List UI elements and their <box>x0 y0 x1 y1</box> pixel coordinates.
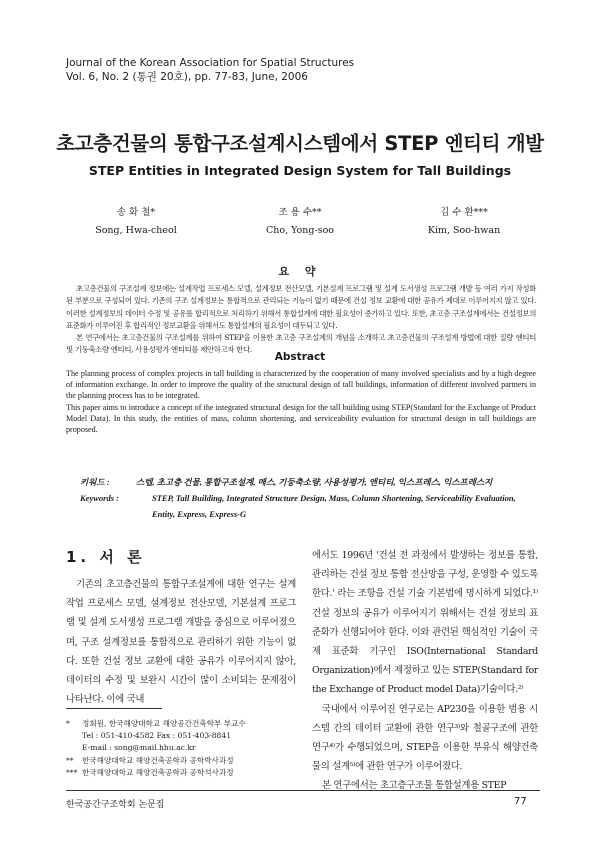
keywords-ko <box>80 474 540 490</box>
body-left-column <box>66 575 296 709</box>
abstract-en-heading: Abstract <box>274 351 326 363</box>
keywords-en <box>80 490 540 522</box>
author-2 <box>230 204 370 240</box>
footnote-2 <box>66 755 302 767</box>
author-2-name-ko: 조 용 수** <box>278 207 322 218</box>
author-1 <box>66 204 206 240</box>
abstract-ko-paragraph: 초고층건물의 구조설계 정보에는 설계작업 프로세스 모델, 설계정보 전산모델, 기본설계 프로그램 및 설계 도서생성 프로그램 개발 등 여러 가지 작성화된 부분으로 구성되어 있다. 기존의 구조 설계정보는 통합적으로 관리되는 기능이 없기 때문에 건설 정보 교환에 대한 공유가 제대로 이루어지지 않고 있다. 이러한 설계정보의 데이터 수정 및 공유를 합리적으로 처리하기 위해서 통합설계에 대한 필요성이 증가하고 있다. 또한, 초고층 구조설계에서는 건설정보의 표준화가 이루어진 후 합리적인 정보교환을 위해서도 통합설계의 필요성이 대두되고 있다. <box>66 284 536 330</box>
abstract-ko <box>66 283 536 357</box>
body-right-column <box>312 546 538 796</box>
author-2-name-en: Cho, Yong-soo <box>265 225 335 236</box>
page-number: 77 <box>514 796 527 807</box>
footnote-line: 한국해양대학교 해양건축공학과 공학박사과정 <box>82 755 234 765</box>
footnote-line: 정회원, 한국해양대학교 해양공간건축학부 부교수 <box>82 719 246 728</box>
abstract-ko-paragraph: 본 연구에서는 초고층건물의 구조설계를 위하여 STEP을 이용한 초고층 구조설계의 개념을 소개하고 초고층건물의 구조설계 방법에 대한 질량 엔티티 및 기둥축소량 엔티티, 사용성평가 엔티티를 제안하고자 한다. <box>66 333 536 355</box>
body-paragraph: 본 연구에서는 초고층구조물 통합설계용 STEP <box>322 780 507 792</box>
paper-title-en: STEP Entities in Integrated Design System for Tall Buildings <box>88 163 512 178</box>
footnote-line: 한국해양대학교 해양건축공학과 공학석사과정 <box>82 767 234 777</box>
footnote-1 <box>66 718 302 755</box>
footnote-line: E-mail : song@mail.hhu.ac.kr <box>82 743 196 753</box>
footnote-line: Tel : 051-410-4582 Fax : 051-403-8841 <box>82 731 232 741</box>
footnote-divider <box>66 708 162 709</box>
footnote-3 <box>66 767 302 779</box>
abstract-en <box>66 368 536 435</box>
keywords-en-text: STEP, Tall Building, Integrated Structure Design, Mass, Column Shortening, Serviceability Evaluation, Entity, Express, Express-G <box>152 493 516 519</box>
footer-journal: 한국공간구조학회 논문집 <box>66 800 165 810</box>
paper-title-ko: 초고층건물의 통합구조설계시스템에서 STEP 엔티티 개발 <box>56 132 544 155</box>
body-paragraph: 기존의 초고층건물의 통합구조설계에 대한 연구는 설계 작업 프로세스 모델, 설계정보 전산모델, 기본설계 프로그램 및 설계 도서생성 프로그램 개발을 중심으로 이루어졌으며, 구조 설계정보를 통합적으로 관리하기 위한 기능이 없다. 또한 건설 정보 교환에 대한 공유가 이루어지지 않아, 데이터의 수정 및 보완시 시간이 많이 소비되는 문제점이 나타난다. 이에 국내 <box>66 579 296 706</box>
body-paragraph: 에서도 1996년 '건설 전 과정에서 발생하는 정보를 통합, 관리하는 건설 정보 통합 전산망을 구성, 운영할 수 있도록 한다.' 라는 조항을 건설 기술 기본법에 명시하게 되었다.¹⁾ 건설 정보의 공유가 이루어지기 위해서는 건설 정보의 표준화가 선행되어야 한다. 이와 관련된 핵심적인 기술이 국제 표준화 기구인 ISO(International Standard Organization)에서 제정하고 있는 STEP(Standard for the Exchange of Product model Data)기술이다.²⁾ <box>312 550 538 696</box>
abstract-ko-heading: 요 약 <box>278 265 322 278</box>
section-1-title: 1. 서 론 <box>66 548 146 566</box>
keywords-ko-label: 키워드 : <box>80 477 110 487</box>
author-3 <box>394 204 534 240</box>
abstract-en-paragraph: The planning process of complex projects in tall building is characterized by the cooperation of many involved specialists and by a high degree of information exchange. In order to improve the quality of the structural design of tall buildings, information of different involved partners in the planning process has to be integrated. <box>66 369 536 401</box>
keywords-ko-text: 스텝, 초고층 건물, 통합구조설계, 매스, 기둥축소량, 사용성평가, 엔티티, 익스프레스, 익스프레스지 <box>136 477 493 487</box>
abstract-en-paragraph: This paper aims to introduce a concept of the integrated structural design for the tall building using STEP(Standard for the Exchange of Product Model Data). In this study, the entities of mass, column shortening, and serviceability evaluation for structural design in tall buildings are proposed. <box>66 402 536 435</box>
author-1-name-ko: 송 화 철* <box>116 207 156 218</box>
footnotes <box>66 718 302 779</box>
keywords <box>80 474 540 522</box>
keywords-en-label: Keywords : <box>80 493 119 503</box>
footer-divider <box>66 790 540 791</box>
journal-name: Journal of the Korean Association for Spatial Structures <box>66 57 355 69</box>
author-3-name-en: Kim, Soo-hwan <box>427 225 501 236</box>
author-3-name-ko: 김 수 환*** <box>440 207 488 218</box>
footnote-mark: ** <box>66 755 74 765</box>
journal-header <box>66 56 354 84</box>
author-list <box>66 204 534 240</box>
footnote-mark: * <box>66 719 70 728</box>
journal-issue: Vol. 6, No. 2 (통권 20호), pp. 77-83, June, 2006 <box>66 71 308 83</box>
footnote-mark: *** <box>66 767 78 777</box>
body-paragraph: 국내에서 이루어진 연구로는 AP230을 이용한 범용 시스템 간의 데이터 교환에 관한 연구³⁾와 철골구조에 관한 연구⁴⁾가 수행되었으며, STEP을 이용한 부유식 해양건축물의 설계⁵⁾에 관한 연구가 이루어졌다. <box>312 703 538 773</box>
author-1-name-en: Song, Hwa-cheol <box>95 225 177 236</box>
